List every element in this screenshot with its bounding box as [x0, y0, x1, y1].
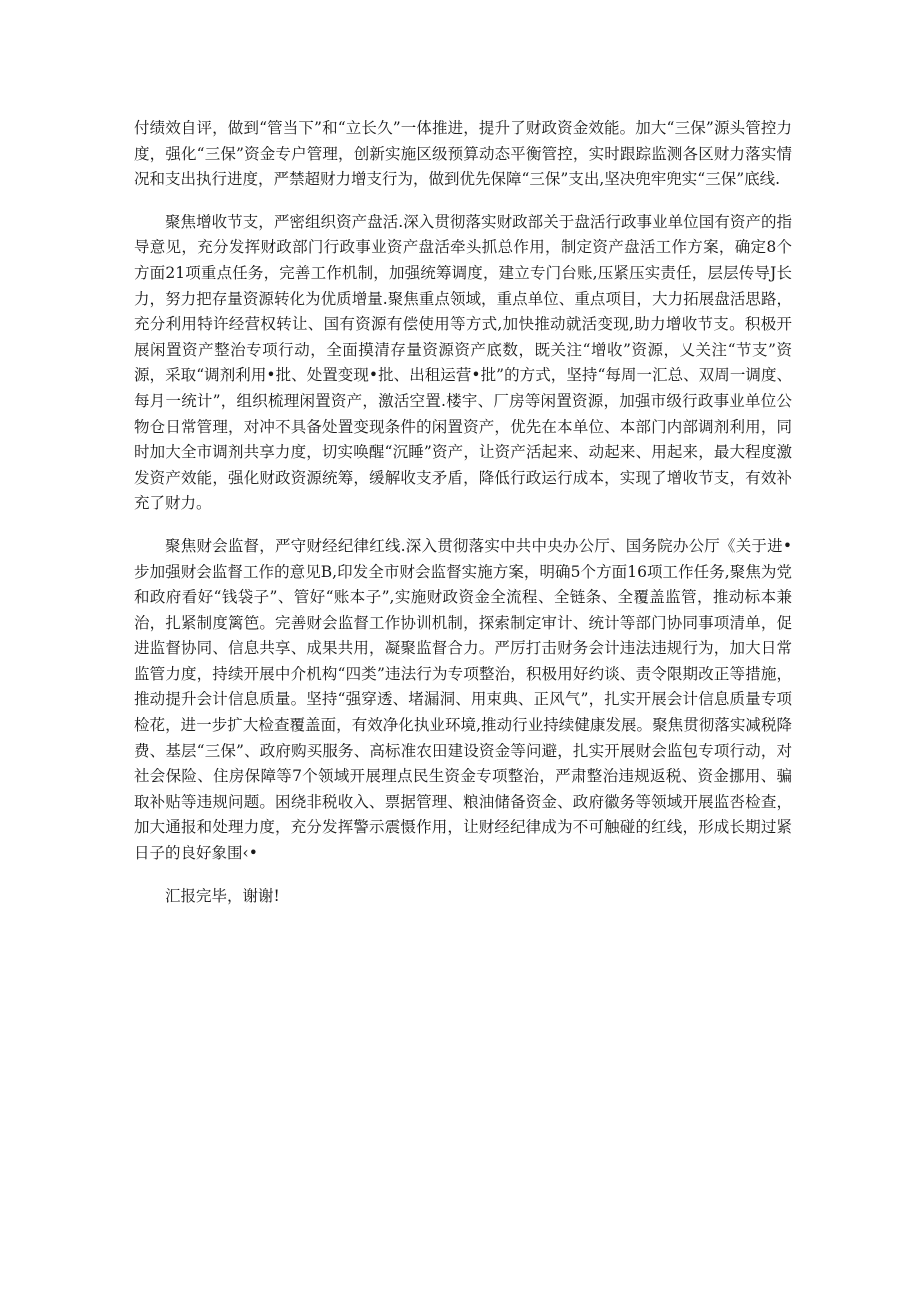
paragraph-continuation: 付绩效自评，做到“管当下”和“立长久”一体推进，提升了财政资金效能。加大“三保”源头管控力度，强化“三保”资金专户管理，创新实施区级预算动态平衡管控，实时跟踪监测各区财力落实情况和支出执行进度，严禁超财力增支行为，做到优先保障“三保”支出,坚决兜牢兜实“三保”底线. [134, 119, 792, 189]
paragraph-financial-supervision: 聚焦财会监督，严守财经纪律红线.深入贯彻落实中共中央办公厅、国务院办公厅《关于进•步加强财会监督工作的意见B,印发全市财会监督实施方案，明确5个方面16项工作任务,聚焦为党和政府看好“钱袋子”、管好“账本子”,实施财政资金全流程、全链条、全覆盖监管，推动标本兼治，扎紧制度篱笆。完善财会监督工作协训机制，探索制定审计、统计等部门协同事项清单，促进监督协同、信息共享、成果共用，凝聚监督合力。严厉打击财务会计违法违规行为，加大日常监管力度，持续开展中介机构“四类”违法行为专项整治，积极用好约谈、责令限期改正等措施，推动提升会计信息质量。坚持“强穿透、堵漏洞、用束典、正风气”，扎实开展会计信息质量专项检花，进一步扩大检查覆盖面，有效净化执业环境,推动行业持续健康发展。聚焦贯彻落实减税降费、基层“三保”、政府购买服务、高标准农田建设资金等问避，扎实开展财会监包专项行动，对社会保险、住房保障等7个领域开展理点民生资金专项整治，严肃整治违规返税、资金挪用、骗取补贴等违规问题。困绕非税收入、票据管理、粮油储备资金、政府徽务等领域开展监呇检查，加大通报和处理力度，充分发挥警示震慑作用，让财经纪律成为不可触碰的红线，形成长期过紧日子的良好象围‹• [134, 536, 792, 863]
paragraph-asset-revitalization: 聚焦增收节支，严密组织资产盘活.深入贯彻落实财政部关于盘活行政事业单位国有资产的指导意见，充分发挥财政部门行政事业资产盘活牵头抓总作用，制定资产盘活工作方案，确定8个方面21项重点任务，完善工作机制，加强统筹调度，建立专门台账,压紧压实责任，层层传导J长力，努力把存量资源转化为优质增量.聚焦重点领域，重点单位、重点项目，大力拓展盘活思路，充分利用特许经营权转让、国有资源有偿使用等方式,加快推动就活变现,助力增收节支。积极开展闲置资产整治专项行动，全面摸清存量资源资产底数，既关注“增收”资源，乂关注“节支”资源，采取“调剂利用•批、处置变现•批、出租运营•批”的方式，坚持“每周一汇总、双周一调度、每月一统计”，组织梳理闲置资产，激活空置.楼宇、厂房等闲置资源，加强市级行政事业单位公物仓日常管理，对冲不具备处置变现条件的闲置资产，优先在本单位、本部门内部调剂利用，同时加大全市调剂共享力度，切实唤醒“沉睡”资产，让资产活起来、动起来、用起来，最大程度激发资产效能，强化财政资源统筹，缓解收支矛盾，降低行政运行成本，实现了增收节支，有效补充了财力。 [134, 212, 792, 513]
paragraph-closing: 汇报完毕，谢谢! [165, 886, 280, 905]
document-body [134, 116, 792, 926]
